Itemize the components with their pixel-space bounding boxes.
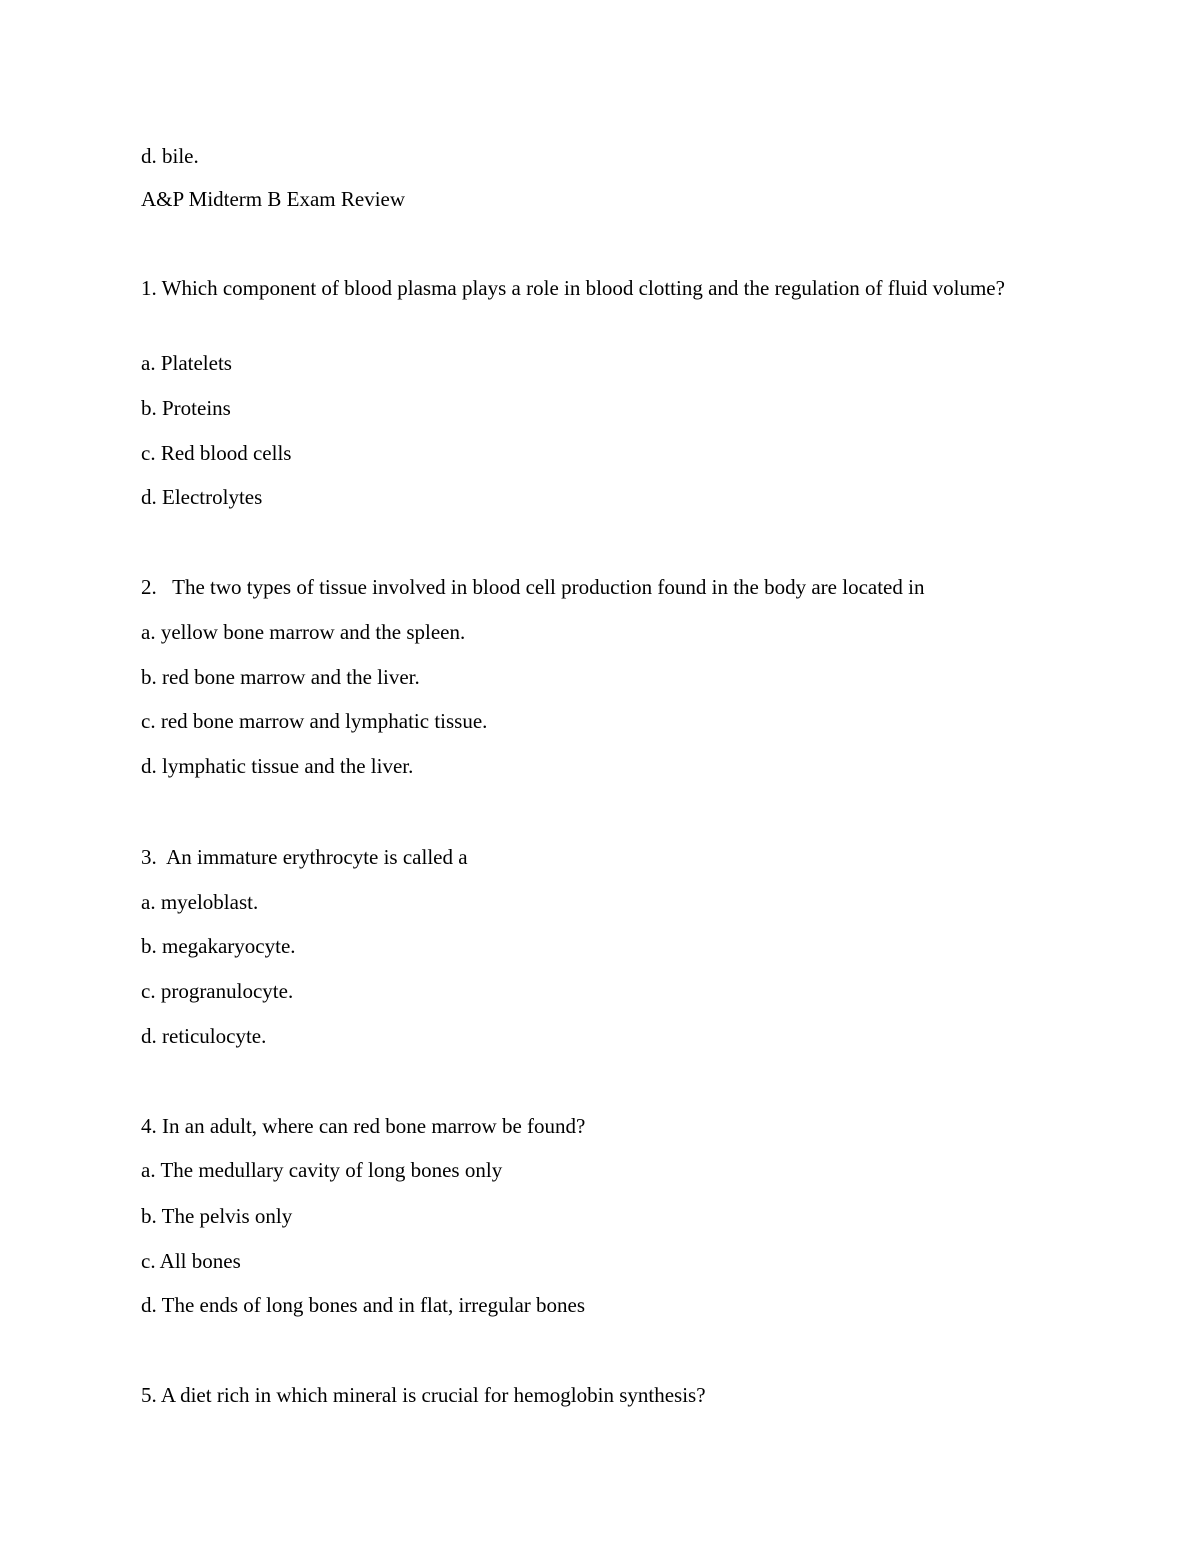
question-4-stem: 4. In an adult, where can red bone marrow be found? — [141, 1114, 586, 1138]
question-2-option-c: c. red bone marrow and lymphatic tissue. — [141, 709, 488, 733]
question-1-option-a: a. Platelets — [141, 351, 232, 375]
question-3-option-b: b. megakaryocyte. — [141, 934, 296, 958]
question-1-option-d: d. Electrolytes — [141, 485, 263, 509]
document-title: A&P Midterm B Exam Review — [141, 187, 406, 211]
question-4-option-d: d. The ends of long bones and in flat, irregular bones — [141, 1293, 586, 1317]
question-1-stem: 1. Which component of blood plasma plays a role in blood clotting and the regulation of fluid volume? — [141, 276, 1005, 300]
question-3-option-d: d. reticulocyte. — [141, 1024, 267, 1048]
carryover-option-text: d. bile. — [141, 144, 199, 168]
question-2-option-d: d. lymphatic tissue and the liver. — [141, 754, 414, 778]
question-3-stem: 3. An immature erythrocyte is called a — [141, 845, 468, 869]
question-4-option-c: c. All bones — [141, 1249, 241, 1273]
question-3-option-a: a. myeloblast. — [141, 890, 259, 914]
question-1-option-c: c. Red blood cells — [141, 441, 292, 465]
question-2-option-b: b. red bone marrow and the liver. — [141, 665, 420, 689]
question-2-stem: 2. The two types of tissue involved in blood cell production found in the body are located in — [141, 575, 925, 599]
question-3-option-c: c. progranulocyte. — [141, 979, 294, 1003]
question-2-option-a: a. yellow bone marrow and the spleen. — [141, 620, 466, 644]
question-5-stem: 5. A diet rich in which mineral is crucial for hemoglobin synthesis? — [141, 1383, 706, 1407]
question-4-option-b: b. The pelvis only — [141, 1204, 293, 1228]
question-1-option-b: b. Proteins — [141, 396, 231, 420]
question-4-option-a: a. The medullary cavity of long bones only — [141, 1158, 503, 1182]
